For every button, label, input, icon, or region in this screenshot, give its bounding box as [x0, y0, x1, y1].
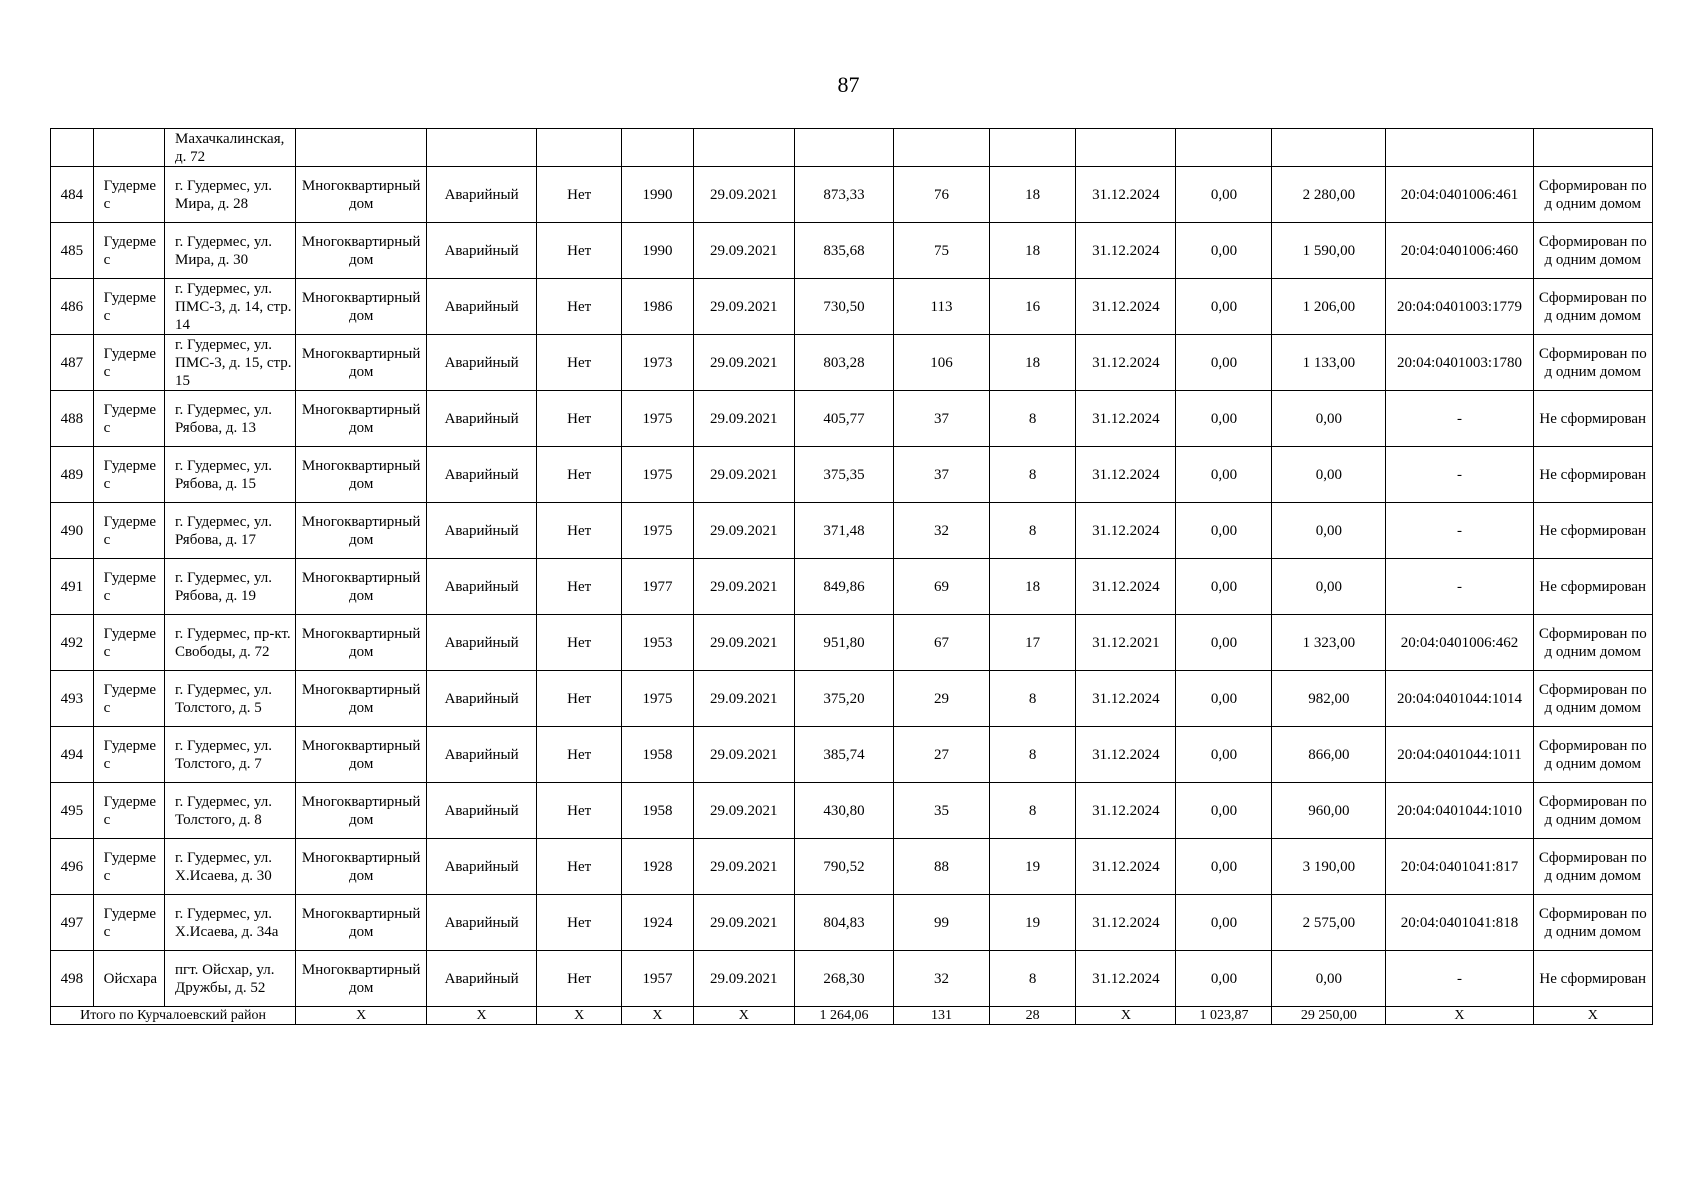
status-cell: Аварийный — [427, 895, 537, 951]
land-area-cell: 0,00 — [1272, 503, 1386, 559]
total-type-cell: X — [296, 1007, 427, 1025]
type-cell: Многоквартирный дом — [296, 951, 427, 1007]
cadastre-cell: - — [1386, 559, 1533, 615]
flats-cell: 8 — [989, 671, 1075, 727]
date-cell: 29.09.2021 — [693, 391, 794, 447]
plot-status-cell: Не сформирован — [1533, 503, 1652, 559]
people-cell: 69 — [894, 559, 990, 615]
type-cell: Многоквартирный дом — [296, 447, 427, 503]
status-cell: Аварийный — [427, 223, 537, 279]
flats-cell: 18 — [989, 559, 1075, 615]
flats-cell: 8 — [989, 447, 1075, 503]
area2-cell: 0,00 — [1176, 615, 1272, 671]
area2-cell: 0,00 — [1176, 335, 1272, 391]
address-cell: г. Гудермес, ул. Мира, д. 28 — [165, 167, 296, 223]
date-cell: 29.09.2021 — [693, 615, 794, 671]
table-row — [51, 727, 1653, 783]
cadastre-cell: - — [1386, 951, 1533, 1007]
cadastre-cell: 20:04:0401006:460 — [1386, 223, 1533, 279]
status-cell: Аварийный — [427, 783, 537, 839]
city-cell: Гудермес — [93, 223, 164, 279]
total-cadastre-cell: X — [1386, 1007, 1533, 1025]
plot-status-cell: Сформирован под одним домом — [1533, 783, 1652, 839]
type-cell: Многоквартирный дом — [296, 391, 427, 447]
total-deadline-cell: X — [1076, 1007, 1176, 1025]
people-cell: 106 — [894, 335, 990, 391]
table-row — [51, 783, 1653, 839]
date-cell: 29.09.2021 — [693, 503, 794, 559]
total-area-cell: 1 264,06 — [794, 1007, 893, 1025]
row-number-cell: 490 — [51, 503, 94, 559]
cadastre-cell: - — [1386, 447, 1533, 503]
deadline-cell: 31.12.2024 — [1076, 783, 1176, 839]
address-cell: г. Гудермес, ул. ПМС-3, д. 14, стр. 14 — [165, 279, 296, 335]
flag-cell: Нет — [537, 447, 622, 503]
city-cell: Гудермес — [93, 727, 164, 783]
area-cell: 849,86 — [794, 559, 893, 615]
status-cell: Аварийный — [427, 279, 537, 335]
deadline-cell: 31.12.2024 — [1076, 951, 1176, 1007]
flag-cell: Нет — [537, 615, 622, 671]
address-cell: Махачкалинская, д. 72 — [165, 129, 296, 167]
people-cell: 88 — [894, 839, 990, 895]
area-cell: 803,28 — [794, 335, 893, 391]
year-cell: 1924 — [622, 895, 693, 951]
date-cell: 29.09.2021 — [693, 559, 794, 615]
year-cell: 1953 — [622, 615, 693, 671]
status-cell: Аварийный — [427, 839, 537, 895]
year-cell: 1975 — [622, 503, 693, 559]
area-cell: 730,50 — [794, 279, 893, 335]
area2-cell: 0,00 — [1176, 559, 1272, 615]
flats-cell: 8 — [989, 391, 1075, 447]
city-cell: Гудермес — [93, 335, 164, 391]
status-cell: Аварийный — [427, 615, 537, 671]
land-area-cell: 960,00 — [1272, 783, 1386, 839]
flats-cell: 19 — [989, 895, 1075, 951]
area-cell: 835,68 — [794, 223, 893, 279]
deadline-cell: 31.12.2024 — [1076, 671, 1176, 727]
status-cell: Аварийный — [427, 391, 537, 447]
people-cell: 29 — [894, 671, 990, 727]
cadastre-cell: - — [1386, 391, 1533, 447]
area-cell: 375,20 — [794, 671, 893, 727]
status-cell: Аварийный — [427, 727, 537, 783]
row-number-cell: 494 — [51, 727, 94, 783]
area2-cell: 0,00 — [1176, 391, 1272, 447]
housing-table — [50, 128, 1653, 1025]
area2-cell: 0,00 — [1176, 503, 1272, 559]
flag-cell: Нет — [537, 783, 622, 839]
row-number-cell: 496 — [51, 839, 94, 895]
type-cell: Многоквартирный дом — [296, 223, 427, 279]
deadline-cell: 31.12.2024 — [1076, 839, 1176, 895]
table-row — [51, 671, 1653, 727]
area-cell: 430,80 — [794, 783, 893, 839]
date-cell: 29.09.2021 — [693, 223, 794, 279]
table-row — [51, 951, 1653, 1007]
date-cell: 29.09.2021 — [693, 279, 794, 335]
row-number-cell: 493 — [51, 671, 94, 727]
deadline-cell: 31.12.2024 — [1076, 223, 1176, 279]
status-cell: Аварийный — [427, 167, 537, 223]
area-cell: 951,80 — [794, 615, 893, 671]
flats-cell: 8 — [989, 951, 1075, 1007]
year-cell: 1986 — [622, 279, 693, 335]
city-cell: Гудермес — [93, 783, 164, 839]
address-cell: г. Гудермес, ул. Толстого, д. 5 — [165, 671, 296, 727]
date-cell: 29.09.2021 — [693, 671, 794, 727]
plot-status-cell: Сформирован под одним домом — [1533, 335, 1652, 391]
land-area-cell: 3 190,00 — [1272, 839, 1386, 895]
area2-cell: 0,00 — [1176, 279, 1272, 335]
land-area-cell: 1 590,00 — [1272, 223, 1386, 279]
area-cell: 405,77 — [794, 391, 893, 447]
flag-cell: Нет — [537, 671, 622, 727]
total-date-cell: X — [693, 1007, 794, 1025]
total-status-cell: X — [427, 1007, 537, 1025]
city-cell: Гудермес — [93, 559, 164, 615]
table-row — [51, 895, 1653, 951]
table-row — [51, 839, 1653, 895]
deadline-cell: 31.12.2024 — [1076, 391, 1176, 447]
date-cell: 29.09.2021 — [693, 951, 794, 1007]
date-cell: 29.09.2021 — [693, 335, 794, 391]
total-plot-cell: X — [1533, 1007, 1652, 1025]
flag-cell: Нет — [537, 279, 622, 335]
people-cell: 76 — [894, 167, 990, 223]
status-cell: Аварийный — [427, 503, 537, 559]
flag-cell: Нет — [537, 335, 622, 391]
status-cell: Аварийный — [427, 559, 537, 615]
area2-cell: 0,00 — [1176, 727, 1272, 783]
table-row — [51, 391, 1653, 447]
table-row — [51, 167, 1653, 223]
area-cell: 375,35 — [794, 447, 893, 503]
city-cell: Ойсхара — [93, 951, 164, 1007]
city-cell: Гудермес — [93, 167, 164, 223]
land-area-cell: 1 323,00 — [1272, 615, 1386, 671]
address-cell: г. Гудермес, ул. Толстого, д. 8 — [165, 783, 296, 839]
area-cell: 385,74 — [794, 727, 893, 783]
cadastre-cell: 20:04:0401044:1014 — [1386, 671, 1533, 727]
total-flag-cell: X — [537, 1007, 622, 1025]
table-row — [51, 223, 1653, 279]
row-number-cell: 487 — [51, 335, 94, 391]
row-number-cell: 492 — [51, 615, 94, 671]
year-cell: 1928 — [622, 839, 693, 895]
people-cell: 35 — [894, 783, 990, 839]
land-area-cell: 1 206,00 — [1272, 279, 1386, 335]
year-cell: 1973 — [622, 335, 693, 391]
flats-cell: 19 — [989, 839, 1075, 895]
year-cell: 1975 — [622, 671, 693, 727]
address-cell: г. Гудермес, ул. Мира, д. 30 — [165, 223, 296, 279]
area2-cell: 0,00 — [1176, 783, 1272, 839]
city-cell: Гудермес — [93, 839, 164, 895]
row-number-cell: 486 — [51, 279, 94, 335]
flag-cell: Нет — [537, 727, 622, 783]
land-area-cell: 0,00 — [1272, 951, 1386, 1007]
deadline-cell: 31.12.2024 — [1076, 727, 1176, 783]
type-cell: Многоквартирный дом — [296, 895, 427, 951]
plot-status-cell: Не сформирован — [1533, 447, 1652, 503]
deadline-cell: 31.12.2024 — [1076, 167, 1176, 223]
status-cell: Аварийный — [427, 447, 537, 503]
type-cell: Многоквартирный дом — [296, 503, 427, 559]
flats-cell: 16 — [989, 279, 1075, 335]
land-area-cell: 0,00 — [1272, 391, 1386, 447]
year-cell: 1990 — [622, 223, 693, 279]
year-cell: 1975 — [622, 391, 693, 447]
deadline-cell: 31.12.2024 — [1076, 503, 1176, 559]
deadline-cell: 31.12.2024 — [1076, 447, 1176, 503]
plot-status-cell: Сформирован под одним домом — [1533, 671, 1652, 727]
date-cell: 29.09.2021 — [693, 447, 794, 503]
cadastre-cell: - — [1386, 503, 1533, 559]
deadline-cell: 31.12.2021 — [1076, 615, 1176, 671]
plot-status-cell: Сформирован под одним домом — [1533, 279, 1652, 335]
flats-cell: 17 — [989, 615, 1075, 671]
people-cell: 37 — [894, 447, 990, 503]
cadastre-cell: 20:04:0401044:1010 — [1386, 783, 1533, 839]
type-cell: Многоквартирный дом — [296, 335, 427, 391]
deadline-cell: 31.12.2024 — [1076, 895, 1176, 951]
plot-status-cell: Сформирован под одним домом — [1533, 727, 1652, 783]
flats-cell: 8 — [989, 503, 1075, 559]
area-cell: 371,48 — [794, 503, 893, 559]
city-cell: Гудермес — [93, 671, 164, 727]
area2-cell: 0,00 — [1176, 447, 1272, 503]
year-cell: 1975 — [622, 447, 693, 503]
status-cell: Аварийный — [427, 951, 537, 1007]
date-cell: 29.09.2021 — [693, 727, 794, 783]
address-cell: г. Гудермес, пр-кт. Свободы, д. 72 — [165, 615, 296, 671]
address-cell: г. Гудермес, ул. Рябова, д. 15 — [165, 447, 296, 503]
land-area-cell: 866,00 — [1272, 727, 1386, 783]
row-number-cell: 489 — [51, 447, 94, 503]
type-cell: Многоквартирный дом — [296, 615, 427, 671]
year-cell: 1957 — [622, 951, 693, 1007]
total-year-cell: X — [622, 1007, 693, 1025]
type-cell: Многоквартирный дом — [296, 167, 427, 223]
land-area-cell: 0,00 — [1272, 447, 1386, 503]
deadline-cell: 31.12.2024 — [1076, 559, 1176, 615]
total-row — [51, 1007, 1653, 1025]
cadastre-cell: 20:04:0401044:1011 — [1386, 727, 1533, 783]
people-cell: 67 — [894, 615, 990, 671]
area-cell: 873,33 — [794, 167, 893, 223]
address-cell: г. Гудермес, ул. Рябова, д. 13 — [165, 391, 296, 447]
plot-status-cell: Сформирован под одним домом — [1533, 839, 1652, 895]
table-row — [51, 447, 1653, 503]
address-cell: г. Гудермес, ул. Толстого, д. 7 — [165, 727, 296, 783]
people-cell: 37 — [894, 391, 990, 447]
land-area-cell: 2 575,00 — [1272, 895, 1386, 951]
flag-cell: Нет — [537, 895, 622, 951]
date-cell: 29.09.2021 — [693, 783, 794, 839]
status-cell: Аварийный — [427, 671, 537, 727]
people-cell: 32 — [894, 951, 990, 1007]
row-number-cell: 488 — [51, 391, 94, 447]
flag-cell: Нет — [537, 951, 622, 1007]
area2-cell: 0,00 — [1176, 671, 1272, 727]
plot-status-cell: Не сформирован — [1533, 559, 1652, 615]
table-row — [51, 279, 1653, 335]
area-cell: 790,52 — [794, 839, 893, 895]
table-row — [51, 559, 1653, 615]
date-cell: 29.09.2021 — [693, 167, 794, 223]
total-land-cell: 29 250,00 — [1272, 1007, 1386, 1025]
flag-cell: Нет — [537, 839, 622, 895]
plot-status-cell: Не сформирован — [1533, 391, 1652, 447]
land-area-cell: 982,00 — [1272, 671, 1386, 727]
land-area-cell: 1 133,00 — [1272, 335, 1386, 391]
area2-cell: 0,00 — [1176, 839, 1272, 895]
address-cell: г. Гудермес, ул. Рябова, д. 19 — [165, 559, 296, 615]
flag-cell: Нет — [537, 223, 622, 279]
flats-cell: 18 — [989, 223, 1075, 279]
type-cell: Многоквартирный дом — [296, 727, 427, 783]
city-cell: Гудермес — [93, 447, 164, 503]
area2-cell: 0,00 — [1176, 223, 1272, 279]
year-cell: 1977 — [622, 559, 693, 615]
area2-cell: 0,00 — [1176, 167, 1272, 223]
flag-cell: Нет — [537, 167, 622, 223]
address-cell: г. Гудермес, ул. ПМС-3, д. 15, стр. 15 — [165, 335, 296, 391]
cadastre-cell: 20:04:0401041:817 — [1386, 839, 1533, 895]
page-number: 87 — [837, 72, 860, 97]
flats-cell: 18 — [989, 167, 1075, 223]
area-cell: 268,30 — [794, 951, 893, 1007]
total-area2-cell: 1 023,87 — [1176, 1007, 1272, 1025]
cadastre-cell: 20:04:0401006:462 — [1386, 615, 1533, 671]
area-cell: 804,83 — [794, 895, 893, 951]
flag-cell: Нет — [537, 391, 622, 447]
row-number-cell: 484 — [51, 167, 94, 223]
type-cell: Многоквартирный дом — [296, 279, 427, 335]
flats-cell: 8 — [989, 727, 1075, 783]
type-cell: Многоквартирный дом — [296, 671, 427, 727]
area2-cell: 0,00 — [1176, 895, 1272, 951]
people-cell: 27 — [894, 727, 990, 783]
type-cell: Многоквартирный дом — [296, 839, 427, 895]
total-people-cell: 131 — [894, 1007, 990, 1025]
deadline-cell: 31.12.2024 — [1076, 279, 1176, 335]
year-cell: 1958 — [622, 727, 693, 783]
date-cell: 29.09.2021 — [693, 839, 794, 895]
plot-status-cell: Сформирован под одним домом — [1533, 895, 1652, 951]
city-cell: Гудермес — [93, 895, 164, 951]
table-row — [51, 503, 1653, 559]
people-cell: 75 — [894, 223, 990, 279]
year-cell: 1958 — [622, 783, 693, 839]
area2-cell: 0,00 — [1176, 951, 1272, 1007]
city-cell: Гудермес — [93, 391, 164, 447]
continuation-row — [51, 129, 1653, 167]
row-number-cell: 491 — [51, 559, 94, 615]
row-number-cell: 485 — [51, 223, 94, 279]
date-cell: 29.09.2021 — [693, 895, 794, 951]
table-row — [51, 335, 1653, 391]
row-number-cell: 497 — [51, 895, 94, 951]
row-number-cell: 498 — [51, 951, 94, 1007]
address-cell: г. Гудермес, ул. Х.Исаева, д. 34а — [165, 895, 296, 951]
cadastre-cell: 20:04:0401006:461 — [1386, 167, 1533, 223]
total-label: Итого по Курчалоевский район — [51, 1007, 296, 1025]
cadastre-cell: 20:04:0401041:818 — [1386, 895, 1533, 951]
status-cell: Аварийный — [427, 335, 537, 391]
plot-status-cell: Не сформирован — [1533, 951, 1652, 1007]
cadastre-cell: 20:04:0401003:1779 — [1386, 279, 1533, 335]
type-cell: Многоквартирный дом — [296, 783, 427, 839]
address-cell: г. Гудермес, ул. Х.Исаева, д. 30 — [165, 839, 296, 895]
city-cell: Гудермес — [93, 615, 164, 671]
row-number-cell: 495 — [51, 783, 94, 839]
plot-status-cell: Сформирован под одним домом — [1533, 167, 1652, 223]
total-flats-cell: 28 — [989, 1007, 1075, 1025]
deadline-cell: 31.12.2024 — [1076, 335, 1176, 391]
land-area-cell: 2 280,00 — [1272, 167, 1386, 223]
flats-cell: 18 — [989, 335, 1075, 391]
people-cell: 99 — [894, 895, 990, 951]
type-cell: Многоквартирный дом — [296, 559, 427, 615]
city-cell: Гудермес — [93, 279, 164, 335]
table-row — [51, 615, 1653, 671]
address-cell: пгт. Ойсхар, ул. Дружбы, д. 52 — [165, 951, 296, 1007]
year-cell: 1990 — [622, 167, 693, 223]
people-cell: 32 — [894, 503, 990, 559]
flats-cell: 8 — [989, 783, 1075, 839]
city-cell: Гудермес — [93, 503, 164, 559]
plot-status-cell: Сформирован под одним домом — [1533, 223, 1652, 279]
land-area-cell: 0,00 — [1272, 559, 1386, 615]
people-cell: 113 — [894, 279, 990, 335]
flag-cell: Нет — [537, 559, 622, 615]
flag-cell: Нет — [537, 503, 622, 559]
address-cell: г. Гудермес, ул. Рябова, д. 17 — [165, 503, 296, 559]
cadastre-cell: 20:04:0401003:1780 — [1386, 335, 1533, 391]
plot-status-cell: Сформирован под одним домом — [1533, 615, 1652, 671]
